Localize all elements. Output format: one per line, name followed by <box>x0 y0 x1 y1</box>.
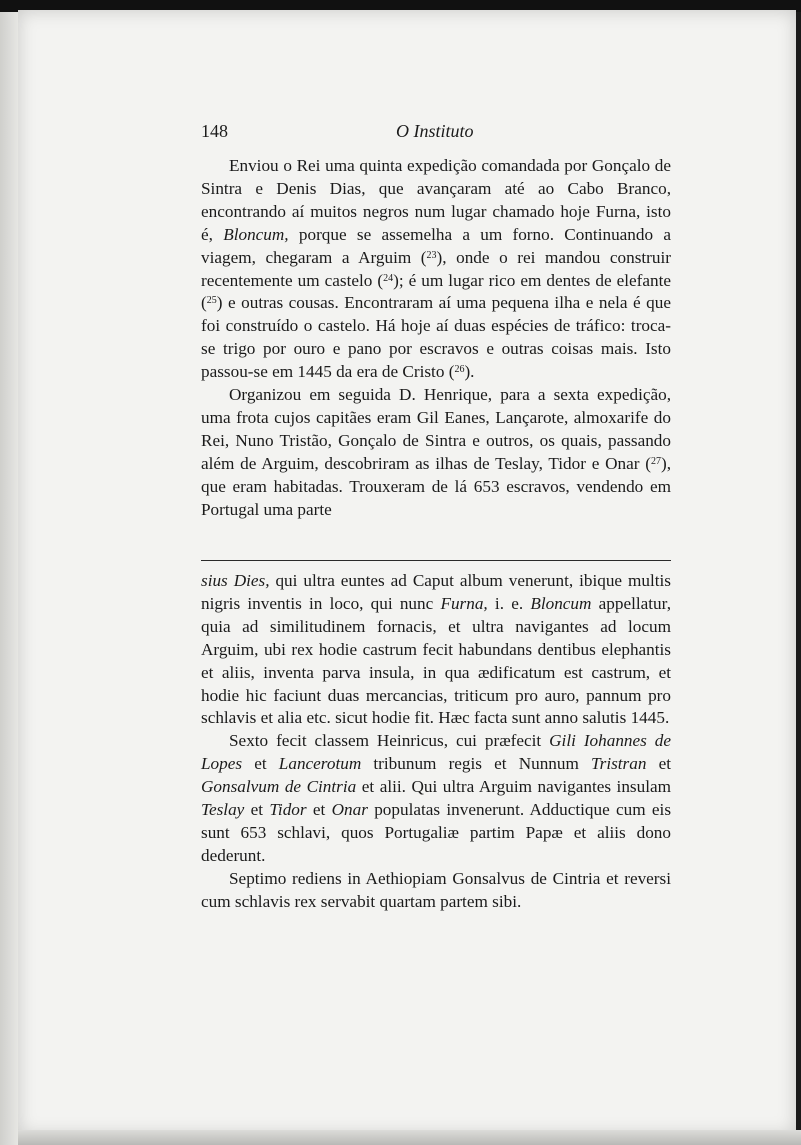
footnote-text <box>201 570 671 914</box>
text-run: qui ultra euntes ad Caput album venerunt, ibique multis nigris inventis in loco, qui nunc <box>201 571 671 613</box>
footnote-paragraph <box>201 570 671 730</box>
text-run: ), que eram habitadas. Trouxeram de lá 653 escravos, vendendo em Portugal uma parte <box>201 453 671 519</box>
text-run: appellatur, quia ad similitudinem fornacis, et ultra navigantes ad locum Arguim, ubi rex hodie castrum fecit habundans dentibus elephantis et aliis, inventa parva insula, in qua ædificatum est castrum, et hodie hic faciunt duas mercancias, triticum pro auro, pannum pro schlavis et alia etc. sicut hodie fit. Hæc facta sunt anno salutis 1445. <box>201 593 671 728</box>
text-run: et <box>242 754 279 774</box>
italic-text: Gonsalvum de Cintria <box>201 777 357 797</box>
note-reference: 23 <box>426 249 437 261</box>
text-run: et <box>244 800 270 820</box>
text-run: ), onde o rei mandou construir recentemente um castelo ( <box>201 247 671 290</box>
note-reference: 27 <box>650 455 661 467</box>
text-run: tribunum regis et Nunnum <box>361 754 592 774</box>
text-run: et <box>646 754 671 774</box>
italic-text: sius Dies, <box>201 571 270 590</box>
footnote-paragraph <box>201 730 671 867</box>
note-reference: 25 <box>206 295 217 307</box>
running-title: O Instituto <box>396 121 474 141</box>
page-edge-left <box>0 12 18 1145</box>
text-run: populatas invenerunt. Adductique cum eis sunt 653 schlavi, quos Portugaliæ partim Papæ et aliis dono dederunt. <box>201 800 672 865</box>
main-text <box>201 155 671 522</box>
italic-text: Onar <box>331 800 368 820</box>
page-number: 148 <box>201 121 228 141</box>
page-edge-bottom <box>18 1130 801 1145</box>
footnote-paragraph <box>201 868 671 914</box>
text-run: Sexto fecit classem Heinricus, cui præfecit <box>229 731 550 751</box>
text-run: ) e outras cousas. Encontraram aí uma pequena ilha e nela é que foi construído o castelo. Há hoje aí duas espécies de tráfico: troca-se trigo por ouro e pano por escravos e outras coisas mais. Isto passou-se em 1445 da era de Cristo ( <box>201 293 671 382</box>
italic-text: Bloncum, <box>223 224 289 244</box>
italic-text: Furna, <box>440 593 488 613</box>
body-paragraph <box>201 384 671 521</box>
note-reference: 24 <box>383 272 394 284</box>
text-run: porque se assemelha a um forno. Continuando a viagem, chegaram a Arguim ( <box>201 224 671 267</box>
body-paragraph <box>201 155 671 384</box>
text-run: i. e. <box>487 593 531 613</box>
page-header <box>183 117 670 145</box>
text-run: ); é um lugar rico em dentes de elefante ( <box>201 270 671 313</box>
text-run: et <box>306 800 332 820</box>
italic-text: Tristran <box>591 754 647 774</box>
text-run: ). <box>464 362 475 382</box>
footnote-separator <box>201 560 671 561</box>
text-run: Septimo rediens in Aethiopiam Gonsalvus de Cintria et reversi cum schlavis rex servabit quartam partem sibi. <box>201 868 671 911</box>
italic-text: Teslay <box>201 800 245 820</box>
text-run: Organizou em seguida D. Henrique, para a sexta expedição, uma frota cujos capitães eram Gil Eanes, Lançarote, almoxarife do Rei, Nuno Tristão, Gonçalo de Sintra e outros, os quais, passando além de Arguim, descobriram as ilhas de Teslay, Tidor e Onar ( <box>201 385 671 473</box>
italic-text: Lancerotum <box>278 754 362 774</box>
italic-text: Bloncum <box>530 593 592 613</box>
italic-text: Tidor <box>269 800 307 820</box>
italic-text: Gili Iohannes de Lopes <box>201 731 671 774</box>
text-run: Enviou o Rei uma quinta expedição comandada por Gonçalo de Sintra e Denis Dias, que avançaram até ao Cabo Branco, encontrando aí muitos negros num lugar chamado hoje Furna, isto é, <box>201 156 671 244</box>
note-reference: 26 <box>454 364 465 376</box>
text-run: et alii. Qui ultra Arguim navigantes insulam <box>356 777 671 797</box>
